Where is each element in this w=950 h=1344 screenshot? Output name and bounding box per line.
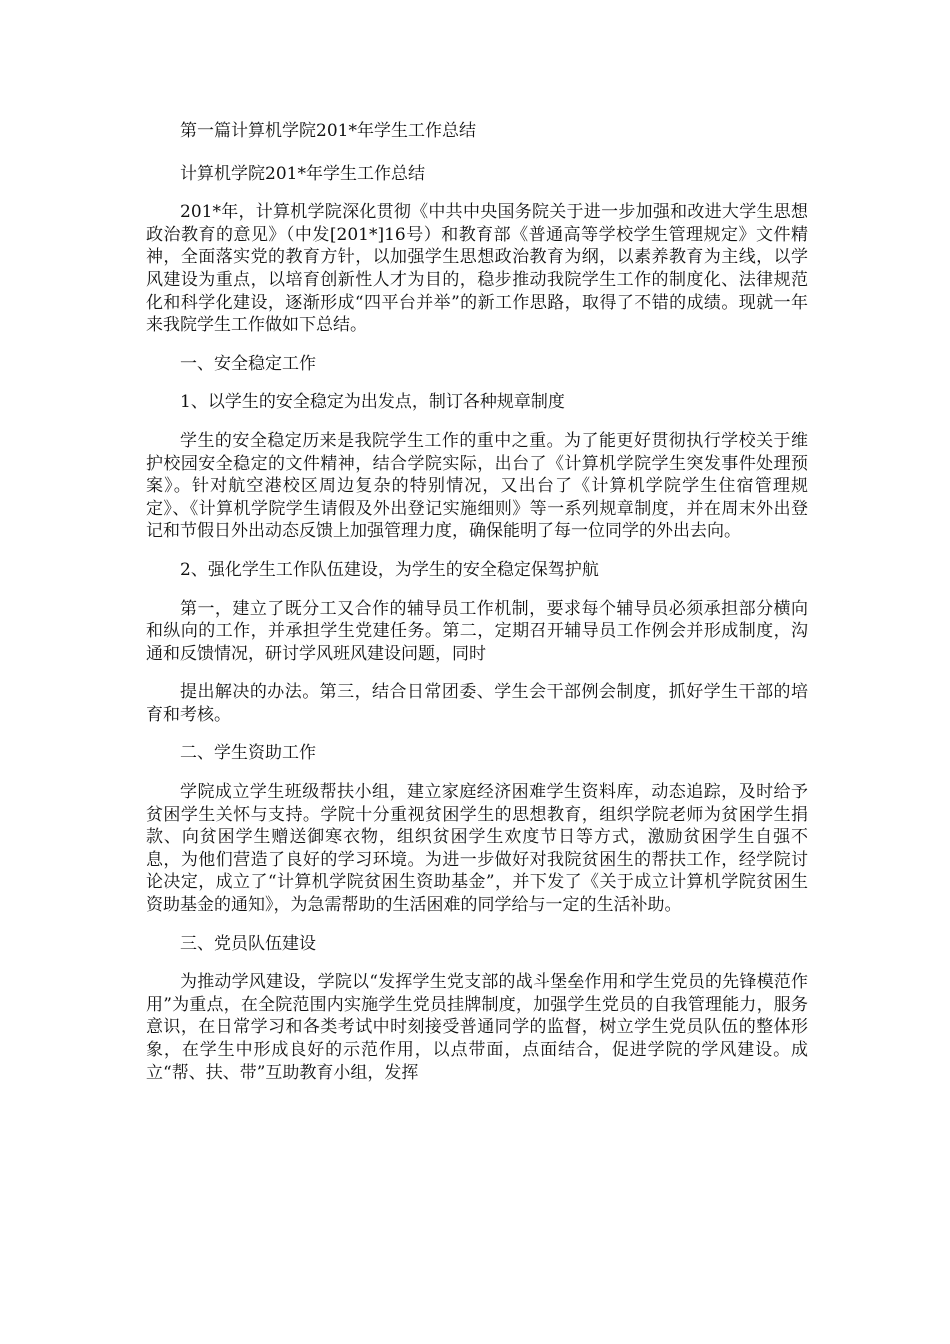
section-1-heading: 一、安全稳定工作 <box>180 353 316 374</box>
document-title: 第一篇计算机学院201*年学生工作总结 <box>180 121 476 141</box>
section-2-paragraph-1: 学院成立学生班级帮扶小组，建立家庭经济困难学生资料库，动态追踪，及时给予贫困学生关怀与支持。学院十分重视贫困学生的思想教育，组织学院老师为贫困学生捐款、向贫困学生赠送御寒衣物，组织贫困学生欢度节日等方式，激励贫困学生自强不息，为他们营造了良好的学习环境。为进一步做好对我院贫困生的帮扶工作，经学院讨论决定，成立了“计算机学院贫困生资助基金”，并下发了《关于成立计算机学院贫困生资助基金的通知》，为急需帮助的生活困难的同学给与一定的生活补助。 <box>146 782 808 916</box>
document-page <box>146 120 808 1100</box>
section-1-paragraph-2: 第一，建立了既分工又合作的辅导员工作机制，要求每个辅导员必须承担部分横向和纵向的工作，并承担学生党建任务。第二，定期召开辅导员工作例会并形成制度，沟通和反馈情况，研讨学风班风建设问题，同时 <box>146 598 808 664</box>
intro-paragraph: 201*年，计算机学院深化贯彻《中共中央国务院关于进一步加强和改进大学生思想政治教育的意见》（中发[201*]16号）和教育部《普通高等学校学生管理规定》文件精神，全面落实党的教育方针，以加强学生思想政治教育为纲，以素养教育为主线，以学风建设为重点，以培育创新性人才为目的，稳步推动我院学生工作的制度化、法律规范化和科学化建设，逐渐形成“四平台并举”的新工作思路，取得了不错的成绩。现就一年来我院学生工作做如下总结。 <box>146 202 808 336</box>
section-1-paragraph-1: 学生的安全稳定历来是我院学生工作的重中之重。为了能更好贯彻执行学校关于维护校园安全稳定的文件精神，结合学院实际，出台了《计算机学院学生突发事件处理预案》。针对航空港校区周边复杂的特别情况，又出台了《计算机学院学生住宿管理规定》、《计算机学院学生请假及外出登记实施细则》等一系列规章制度，并在周末外出登记和节假日外出动态反馈上加强管理力度，确保能明了每一位同学的外出去向。 <box>146 430 808 542</box>
section-1-paragraph-3: 提出解决的办法。第三，结合日常团委、学生会干部例会制度，抓好学生干部的培育和考核。 <box>146 682 808 725</box>
section-3-heading: 三、党员队伍建设 <box>180 933 316 954</box>
document-subtitle: 计算机学院201*年学生工作总结 <box>180 163 425 184</box>
section-1-subheading-2: 2、强化学生工作队伍建设，为学生的安全稳定保驾护航 <box>180 559 599 580</box>
section-1-subheading-1: 1、以学生的安全稳定为出发点，制订各种规章制度 <box>180 392 565 413</box>
section-2-heading: 二、学生资助工作 <box>180 743 316 764</box>
section-3-paragraph-1: 为推动学风建设，学院以“发挥学生党支部的战斗堡垒作用和学生党员的先锋模范作用”为重点，在全院范围内实施学生党员挂牌制度，加强学生党员的自我管理能力，服务意识，在日常学习和各类考试中时刻接受普通同学的监督，树立学生党员队伍的整体形象，在学生中形成良好的示范作用，以点带面，点面结合，促进学院的学风建设。成立“帮、扶、带”互助教育小组，发挥 <box>146 972 808 1083</box>
